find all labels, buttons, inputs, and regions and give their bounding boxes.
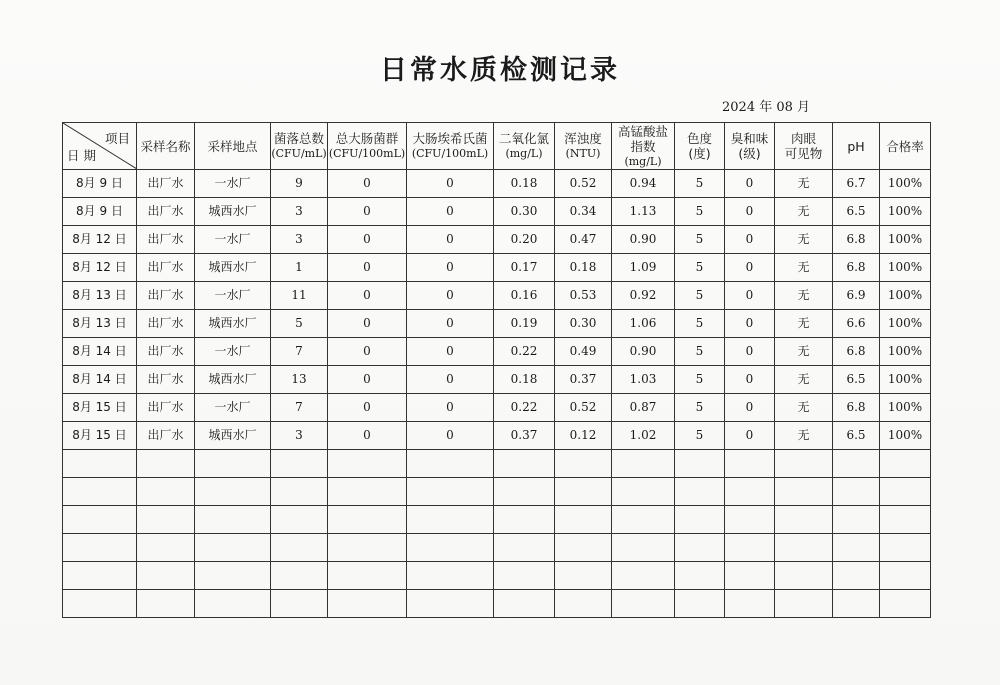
empty-cell <box>725 590 775 618</box>
empty-cell <box>407 562 494 590</box>
table-cell: 6.5 <box>833 422 880 450</box>
table-cell: 出厂水 <box>137 422 195 450</box>
column-header <box>328 123 407 170</box>
table-cell: 100% <box>880 282 931 310</box>
table-cell: 城西水厂 <box>195 366 271 394</box>
empty-cell <box>137 534 195 562</box>
table-cell: 0 <box>725 394 775 422</box>
table-cell: 0 <box>725 310 775 338</box>
table-cell: 100% <box>880 366 931 394</box>
table-cell: 6.6 <box>833 310 880 338</box>
empty-cell <box>725 562 775 590</box>
table-cell: 0 <box>328 170 407 198</box>
column-header-label: 浑浊度 <box>564 131 602 146</box>
empty-cell <box>555 590 612 618</box>
column-header-label: 指数 <box>630 138 656 154</box>
table-cell: 0.20 <box>494 226 555 254</box>
table-cell: 6.8 <box>833 394 880 422</box>
table-cell: 13 <box>271 366 328 394</box>
table-cell: 1.09 <box>612 254 675 282</box>
table-cell: 一水厂 <box>195 394 271 422</box>
table-cell: 0.18 <box>494 170 555 198</box>
column-header <box>271 123 328 170</box>
table-row <box>63 170 931 198</box>
table-cell: 一水厂 <box>195 282 271 310</box>
table-row <box>63 310 931 338</box>
table-cell: 0.30 <box>494 198 555 226</box>
empty-cell <box>63 478 137 506</box>
table-cell: 6.8 <box>833 254 880 282</box>
table-cell: 5 <box>675 310 725 338</box>
empty-cell <box>494 534 555 562</box>
table-cell: 0 <box>407 170 494 198</box>
table-cell: 0.53 <box>555 282 612 310</box>
table-cell: 无 <box>775 254 833 282</box>
column-header-label: 合格率 <box>886 138 924 154</box>
table-cell: 无 <box>775 282 833 310</box>
table-cell: 7 <box>271 338 328 366</box>
table-cell: 0.90 <box>612 338 675 366</box>
empty-cell <box>328 590 407 618</box>
empty-cell <box>195 478 271 506</box>
table-cell: 无 <box>775 422 833 450</box>
table-cell: 城西水厂 <box>195 254 271 282</box>
table-cell: 5 <box>271 310 328 338</box>
table-cell: 0 <box>328 366 407 394</box>
table-cell: 0.18 <box>555 254 612 282</box>
table-cell: 1 <box>271 254 328 282</box>
table-cell: 11 <box>271 282 328 310</box>
table-cell: 100% <box>880 338 931 366</box>
table-cell: 0.22 <box>494 338 555 366</box>
empty-cell <box>195 534 271 562</box>
empty-cell <box>195 506 271 534</box>
table-cell: 出厂水 <box>137 310 195 338</box>
empty-cell <box>880 562 931 590</box>
empty-cell <box>833 450 880 478</box>
table-cell: 0 <box>725 366 775 394</box>
empty-cell <box>612 506 675 534</box>
empty-cell <box>328 562 407 590</box>
empty-cell <box>775 562 833 590</box>
table-cell: 0.49 <box>555 338 612 366</box>
table-cell: 0.12 <box>555 422 612 450</box>
table-cell: 无 <box>775 310 833 338</box>
empty-cell <box>675 478 725 506</box>
table-cell: 无 <box>775 170 833 198</box>
empty-cell <box>407 450 494 478</box>
table-cell: 0 <box>328 338 407 366</box>
table-cell: 100% <box>880 198 931 226</box>
table-cell: 0.37 <box>494 422 555 450</box>
column-header <box>195 123 271 170</box>
empty-cell <box>833 506 880 534</box>
empty-cell <box>880 590 931 618</box>
empty-cell <box>725 534 775 562</box>
table-row <box>63 198 931 226</box>
column-header-label: pH <box>847 138 865 154</box>
empty-cell <box>494 478 555 506</box>
table-cell: 出厂水 <box>137 170 195 198</box>
empty-cell <box>407 534 494 562</box>
blank-row <box>63 506 931 534</box>
table-cell: 0.37 <box>555 366 612 394</box>
empty-cell <box>612 562 675 590</box>
table-cell: 1.13 <box>612 198 675 226</box>
empty-cell <box>63 534 137 562</box>
empty-cell <box>195 450 271 478</box>
table-cell: 出厂水 <box>137 338 195 366</box>
empty-cell <box>63 506 137 534</box>
empty-cell <box>880 506 931 534</box>
empty-cell <box>775 506 833 534</box>
empty-cell <box>833 534 880 562</box>
table-cell: 0 <box>407 394 494 422</box>
table-cell: 100% <box>880 394 931 422</box>
table-body <box>63 170 931 618</box>
table-cell: 8月 12 日 <box>63 226 137 254</box>
record-month: 2024 年 08 月 <box>722 100 811 115</box>
table-cell: 8月 9 日 <box>63 170 137 198</box>
table-cell: 0 <box>407 254 494 282</box>
table-cell: 0 <box>407 198 494 226</box>
table-cell: 1.03 <box>612 366 675 394</box>
empty-cell <box>612 450 675 478</box>
document-title: 日常水质检测记录 <box>380 55 620 86</box>
empty-cell <box>833 590 880 618</box>
table-row <box>63 338 931 366</box>
column-header <box>494 123 555 170</box>
table-cell: 0 <box>725 338 775 366</box>
table-cell: 出厂水 <box>137 282 195 310</box>
table-cell: 5 <box>675 226 725 254</box>
table-cell: 无 <box>775 338 833 366</box>
column-header-label: 二氧化氯 <box>498 131 549 146</box>
table-cell: 无 <box>775 198 833 226</box>
table-cell: 6.7 <box>833 170 880 198</box>
empty-cell <box>675 506 725 534</box>
column-header-label: 采样地点 <box>207 138 258 154</box>
table-cell: 0.87 <box>612 394 675 422</box>
corner-item-label: 项目 <box>104 131 130 146</box>
table-cell: 一水厂 <box>195 338 271 366</box>
column-header-label: 肉眼 <box>790 131 816 146</box>
table-cell: 0 <box>725 198 775 226</box>
column-header-unit: (mg/L) <box>624 154 662 168</box>
table-cell: 8月 15 日 <box>63 394 137 422</box>
column-header-label: 可见物 <box>784 146 823 161</box>
table-cell: 0 <box>328 394 407 422</box>
empty-cell <box>725 478 775 506</box>
empty-cell <box>555 478 612 506</box>
column-header <box>775 123 833 170</box>
table-cell: 0 <box>407 338 494 366</box>
header-row <box>63 123 931 170</box>
empty-cell <box>775 590 833 618</box>
empty-cell <box>880 534 931 562</box>
column-header <box>612 123 675 170</box>
table-cell: 8月 13 日 <box>63 282 137 310</box>
table-cell: 0 <box>328 282 407 310</box>
table-row <box>63 254 931 282</box>
table-cell: 100% <box>880 254 931 282</box>
table-row <box>63 226 931 254</box>
empty-cell <box>328 506 407 534</box>
empty-cell <box>328 478 407 506</box>
table-cell: 出厂水 <box>137 366 195 394</box>
blank-row <box>63 590 931 618</box>
table-cell: 一水厂 <box>195 226 271 254</box>
table-row <box>63 282 931 310</box>
empty-cell <box>494 450 555 478</box>
table-cell: 6.5 <box>833 198 880 226</box>
empty-cell <box>612 590 675 618</box>
empty-cell <box>494 562 555 590</box>
table-cell: 100% <box>880 170 931 198</box>
empty-cell <box>137 590 195 618</box>
table-cell: 0.34 <box>555 198 612 226</box>
water-quality-table <box>62 122 931 618</box>
table-cell: 5 <box>675 170 725 198</box>
empty-cell <box>725 450 775 478</box>
table-cell: 0.52 <box>555 394 612 422</box>
table-cell: 5 <box>675 282 725 310</box>
table-cell: 0.17 <box>494 254 555 282</box>
empty-cell <box>407 506 494 534</box>
column-header-unit: (NTU) <box>565 147 601 160</box>
empty-cell <box>494 590 555 618</box>
empty-cell <box>775 534 833 562</box>
empty-cell <box>407 590 494 618</box>
empty-cell <box>555 506 612 534</box>
table-cell: 无 <box>775 226 833 254</box>
table-cell: 0 <box>725 226 775 254</box>
table-cell: 一水厂 <box>195 170 271 198</box>
empty-cell <box>63 590 137 618</box>
table-row <box>63 366 931 394</box>
table-cell: 3 <box>271 422 328 450</box>
table-cell: 5 <box>675 422 725 450</box>
table-cell: 0 <box>725 282 775 310</box>
empty-cell <box>195 590 271 618</box>
table-cell: 100% <box>880 422 931 450</box>
table-cell: 8月 12 日 <box>63 254 137 282</box>
empty-cell <box>137 478 195 506</box>
table-row <box>63 394 931 422</box>
empty-cell <box>612 478 675 506</box>
table-cell: 0.16 <box>494 282 555 310</box>
table-cell: 无 <box>775 366 833 394</box>
empty-cell <box>137 450 195 478</box>
table-cell: 8月 13 日 <box>63 310 137 338</box>
column-header-unit: (mg/L) <box>505 147 543 160</box>
table-cell: 0 <box>407 310 494 338</box>
empty-cell <box>271 450 328 478</box>
table-cell: 0 <box>725 254 775 282</box>
column-header-unit: (CFU/mL) <box>271 147 327 160</box>
table-cell: 0 <box>407 366 494 394</box>
table-cell: 0 <box>407 226 494 254</box>
empty-cell <box>271 562 328 590</box>
table-cell: 无 <box>775 394 833 422</box>
table-cell: 5 <box>675 198 725 226</box>
column-header <box>137 123 195 170</box>
empty-cell <box>880 478 931 506</box>
table-cell: 0.22 <box>494 394 555 422</box>
column-header-label: 菌落总数 <box>273 131 324 146</box>
table-cell: 0 <box>407 282 494 310</box>
table-cell: 7 <box>271 394 328 422</box>
blank-row <box>63 478 931 506</box>
table-cell: 0.52 <box>555 170 612 198</box>
table-cell: 3 <box>271 226 328 254</box>
column-header-label: (级) <box>738 146 761 161</box>
empty-cell <box>271 534 328 562</box>
empty-cell <box>271 590 328 618</box>
table-cell: 1.02 <box>612 422 675 450</box>
column-header-label: 总大肠菌群 <box>335 131 399 146</box>
table-cell: 0 <box>328 310 407 338</box>
table-cell: 0 <box>725 170 775 198</box>
table-row <box>63 422 931 450</box>
table-cell: 5 <box>675 394 725 422</box>
table-cell: 0.90 <box>612 226 675 254</box>
corner-date-label: 日 期 <box>67 148 96 163</box>
empty-cell <box>271 506 328 534</box>
empty-cell <box>880 450 931 478</box>
empty-cell <box>555 450 612 478</box>
blank-row <box>63 534 931 562</box>
table-cell: 6.8 <box>833 226 880 254</box>
table-cell: 0.19 <box>494 310 555 338</box>
column-header-unit: (CFU/100mL) <box>411 147 489 160</box>
empty-cell <box>195 562 271 590</box>
table-cell: 0 <box>328 254 407 282</box>
table-cell: 0 <box>725 422 775 450</box>
table-cell: 5 <box>675 366 725 394</box>
table-cell: 城西水厂 <box>195 422 271 450</box>
empty-cell <box>328 534 407 562</box>
column-header <box>555 123 612 170</box>
table-cell: 1.06 <box>612 310 675 338</box>
column-header-label: (度) <box>688 146 711 161</box>
table-cell: 出厂水 <box>137 226 195 254</box>
empty-cell <box>775 478 833 506</box>
column-header-unit: (CFU/100mL) <box>328 147 406 160</box>
table-cell: 8月 15 日 <box>63 422 137 450</box>
empty-cell <box>63 562 137 590</box>
blank-row <box>63 450 931 478</box>
column-header <box>880 123 931 170</box>
header-corner-cell <box>63 123 137 170</box>
table-cell: 0.30 <box>555 310 612 338</box>
table-cell: 出厂水 <box>137 254 195 282</box>
empty-cell <box>675 590 725 618</box>
empty-cell <box>63 450 137 478</box>
table-cell: 5 <box>675 338 725 366</box>
table-cell: 5 <box>675 254 725 282</box>
empty-cell <box>833 562 880 590</box>
empty-cell <box>675 562 725 590</box>
blank-row <box>63 562 931 590</box>
column-header-label: 大肠埃希氏菌 <box>412 131 488 146</box>
column-header-label: 高锰酸盐 <box>617 123 668 139</box>
empty-cell <box>675 450 725 478</box>
table-cell: 0 <box>407 422 494 450</box>
empty-cell <box>555 534 612 562</box>
empty-cell <box>494 506 555 534</box>
table-cell: 城西水厂 <box>195 198 271 226</box>
empty-cell <box>612 534 675 562</box>
table-cell: 城西水厂 <box>195 310 271 338</box>
empty-cell <box>675 534 725 562</box>
table-cell: 0 <box>328 198 407 226</box>
table-cell: 出厂水 <box>137 198 195 226</box>
table-cell: 6.9 <box>833 282 880 310</box>
table-cell: 100% <box>880 310 931 338</box>
table-cell: 3 <box>271 198 328 226</box>
table-cell: 0.47 <box>555 226 612 254</box>
table-cell: 8月 14 日 <box>63 366 137 394</box>
column-header-label: 色度 <box>686 131 712 146</box>
table-cell: 0.92 <box>612 282 675 310</box>
table-cell: 0 <box>328 226 407 254</box>
column-header <box>675 123 725 170</box>
table-cell: 9 <box>271 170 328 198</box>
column-header-label: 采样名称 <box>140 138 191 154</box>
empty-cell <box>555 562 612 590</box>
column-header <box>407 123 494 170</box>
table-header <box>63 123 931 170</box>
empty-cell <box>271 478 328 506</box>
column-header-label: 臭和味 <box>730 131 769 146</box>
table-cell: 8月 14 日 <box>63 338 137 366</box>
table-cell: 0 <box>328 422 407 450</box>
column-header <box>833 123 880 170</box>
empty-cell <box>407 478 494 506</box>
table-cell: 6.5 <box>833 366 880 394</box>
empty-cell <box>137 506 195 534</box>
table-cell: 6.8 <box>833 338 880 366</box>
table-cell: 0.94 <box>612 170 675 198</box>
table-cell: 100% <box>880 226 931 254</box>
table-cell: 出厂水 <box>137 394 195 422</box>
table-cell: 0.18 <box>494 366 555 394</box>
empty-cell <box>775 450 833 478</box>
table-cell: 8月 9 日 <box>63 198 137 226</box>
empty-cell <box>833 478 880 506</box>
column-header <box>725 123 775 170</box>
empty-cell <box>137 562 195 590</box>
empty-cell <box>725 506 775 534</box>
empty-cell <box>328 450 407 478</box>
